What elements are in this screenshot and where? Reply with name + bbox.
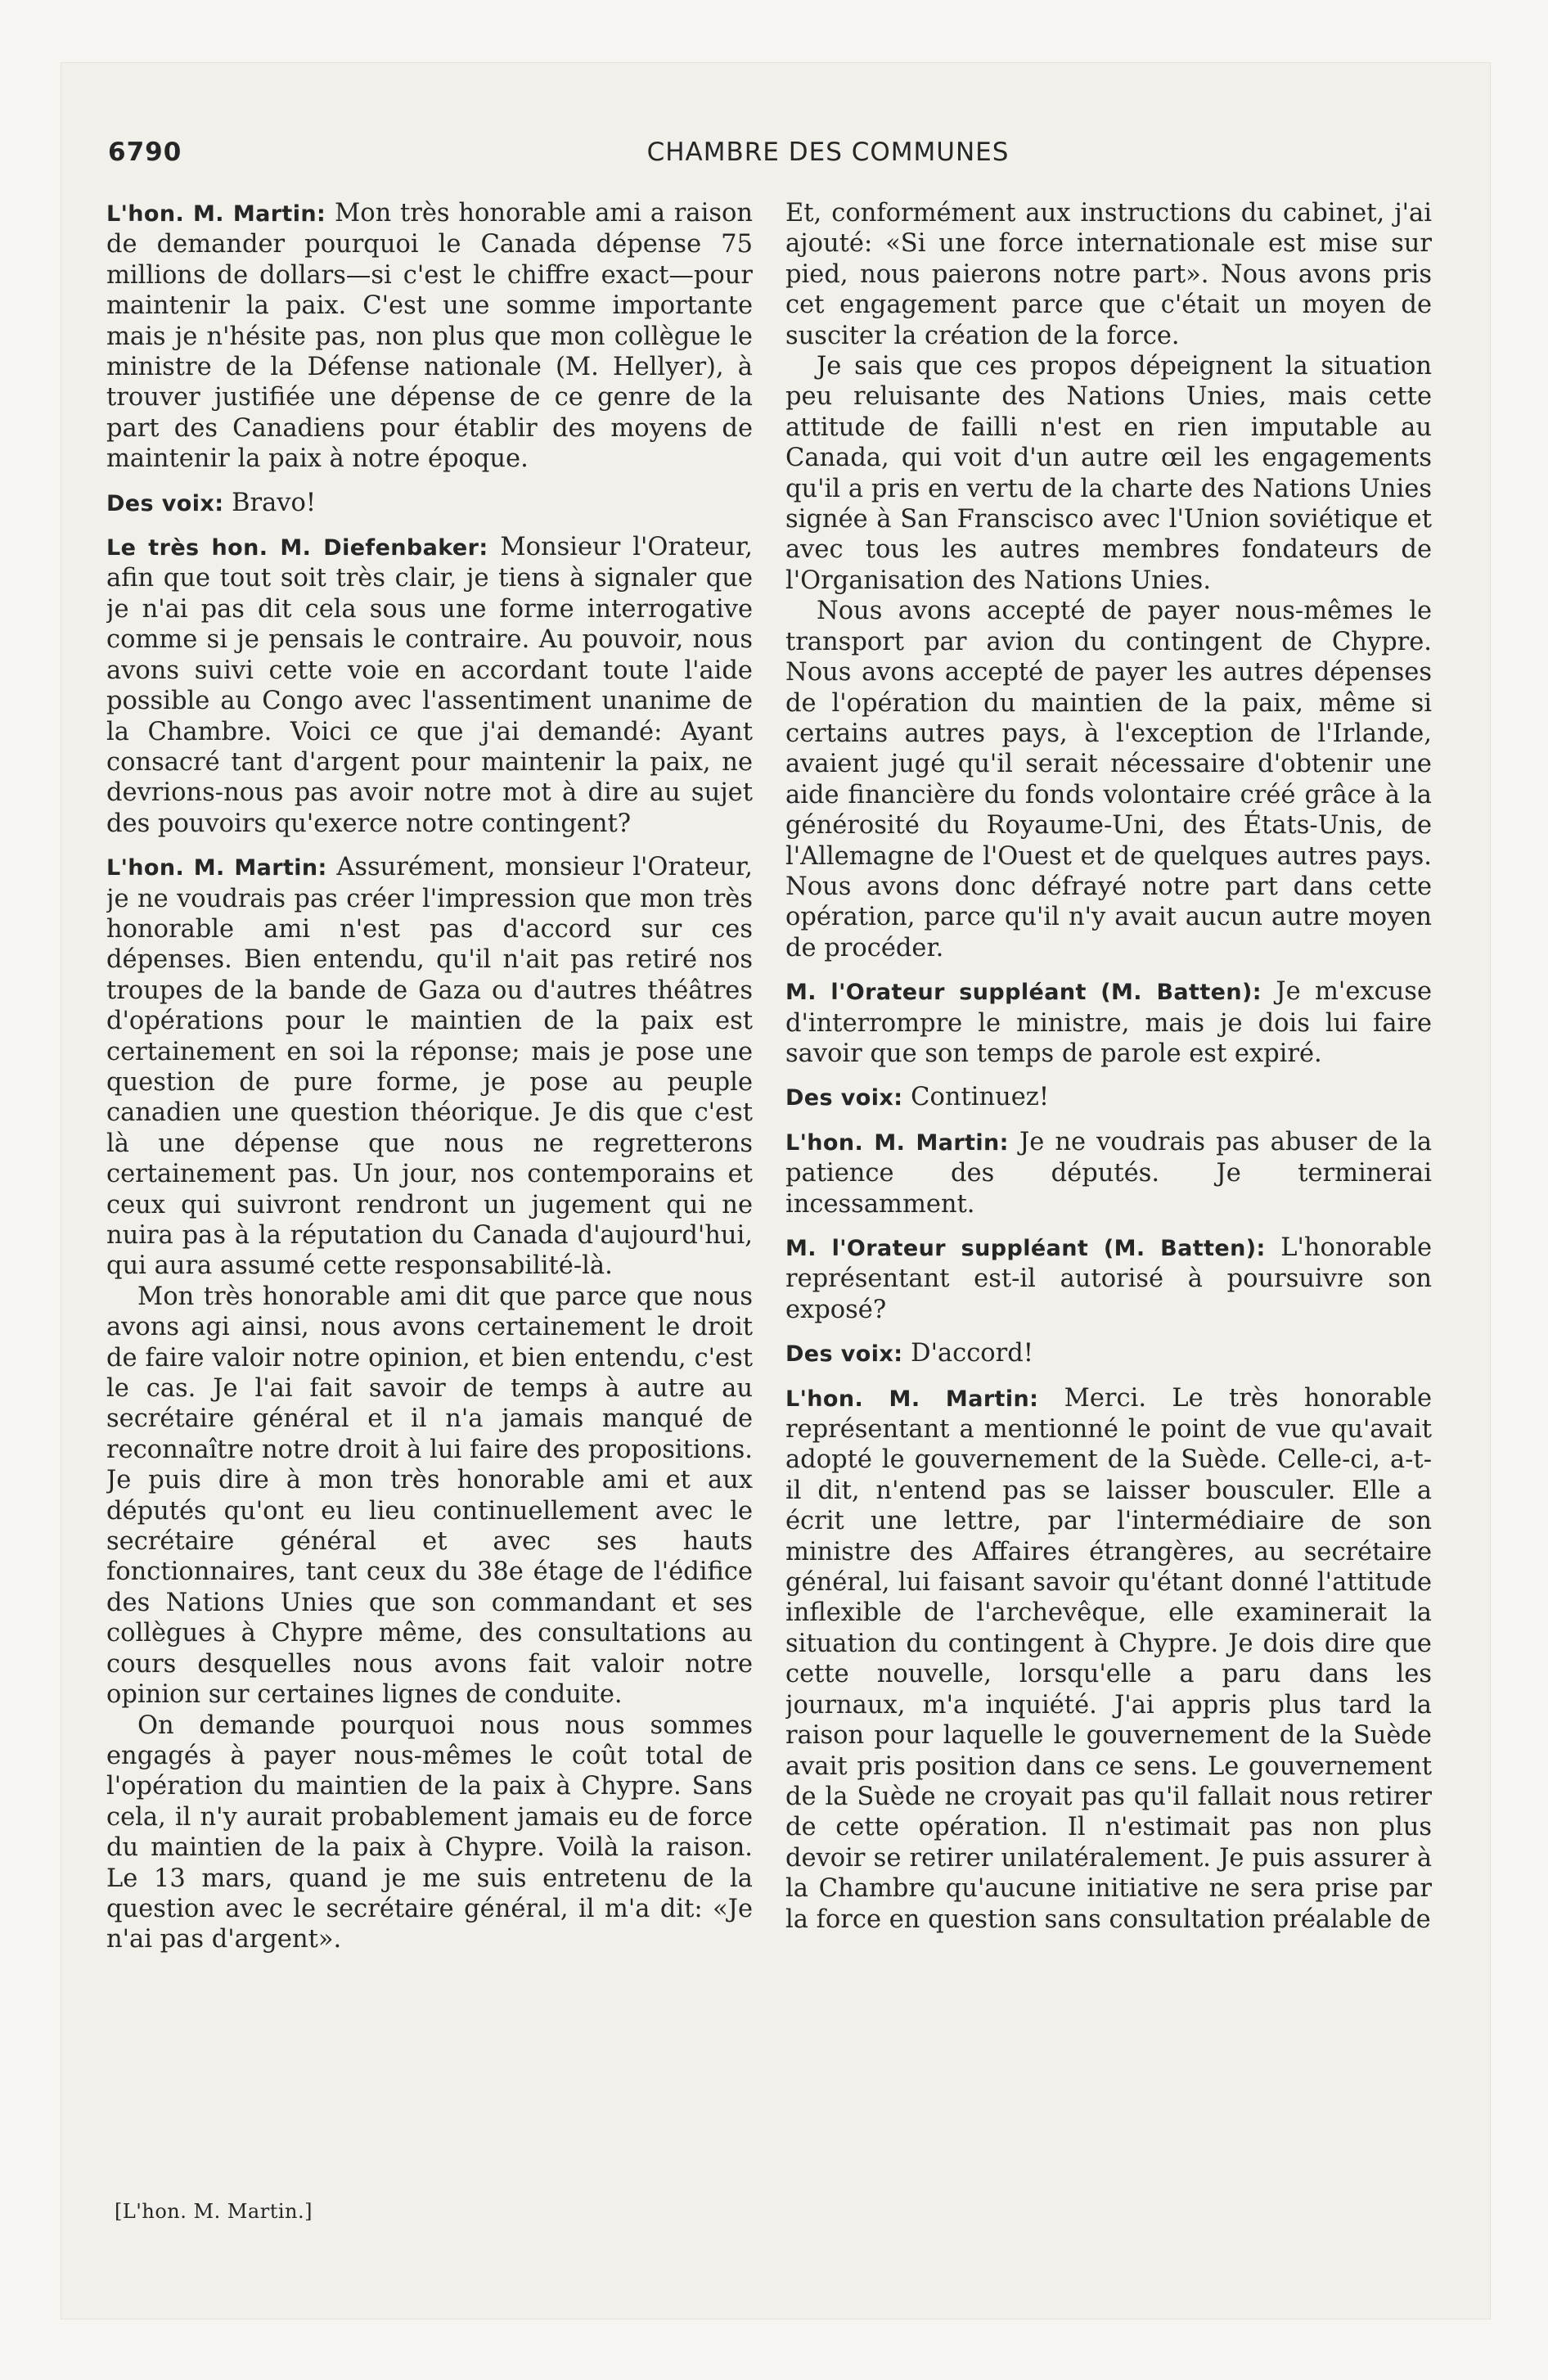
paragraph-text: Mon très honorable ami a raison de demander pourquoi le Canada dépense 75 millions de dollars—si c'est le chiffre exact—pour maintenir la paix. C'est une somme importante mais je n'hésite pas, non plus que mon collègue le ministre de la Défense nationale (M. Hellyer), à trouver justifiée une dépense de ce genre de la part des Canadiens pour établir des moyens de maintenir la paix à notre époque. bbox=[106, 199, 753, 474]
paragraph-text: Je m'excuse d'interrompre le ministre, mais je dois lui faire savoir que son temps de parole est expiré. bbox=[785, 977, 1432, 1068]
speaker-name: Des voix: bbox=[106, 490, 224, 516]
right-column bbox=[785, 198, 1432, 2211]
paragraph bbox=[785, 1383, 1432, 1935]
paragraph bbox=[785, 1338, 1432, 1369]
paragraph bbox=[106, 852, 753, 1282]
paragraph bbox=[785, 1127, 1432, 1219]
paragraph-text: Assurément, monsieur l'Orateur, je ne voudrais pas créer l'impression que mon très honorable ami n'est pas d'accord sur ces dépenses. Bien entendu, qu'il n'ait pas retiré nos troupes de la bande de Gaza ou d'autres théâtres d'opérations pour le maintien de la paix est certainement en soi la réponse; mais je pose une question de pure forme, je pose au peuple canadien une question théorique. Je dis que c'est là une dépense que nous ne regretterons certainement pas. Un jour, nos contemporains et ceux qui suivront rendront un jugement qui ne nuira pas à la réputation du Canada d'aujourd'hui, qui aura assumé cette responsabilité-là. bbox=[106, 853, 753, 1281]
paragraph-text: Merci. Le très honorable représentant a mentionné le point de vue qu'avait adopté le gouvernement de la Suède. Celle-ci, a-t-il dit, n'entend pas se laisser bousculer. Elle a écrit une lettre, par l'intermédiaire de son ministre des Affaires étrangères, au secrétaire général, lui faisant savoir qu'étant donné l'attitude inflexible de l'archevêque, elle examinerait la situation du contingent à Chypre. Je dois dire que cette nouvelle, lorsqu'elle a paru dans les journaux, m'a inquiété. J'ai appris plus tard la raison pour laquelle le gouvernement de la Suède avait pris position dans ce sens. Le gouvernement de la Suède ne croyait pas qu'il fallait nous retirer de cette opération. Il n'estimait pas non plus devoir se retirer unilatéralement. Je puis assurer à la Chambre qu'aucune initiative ne sera prise par la force en question sans consultation préalable de bbox=[785, 1383, 1432, 1934]
page-number: 6790 bbox=[108, 137, 182, 167]
paragraph bbox=[106, 488, 753, 519]
page-header bbox=[108, 137, 1447, 177]
running-head: CHAMBRE DES COMMUNES bbox=[646, 137, 1010, 167]
paragraph bbox=[785, 596, 1432, 963]
speaker-name: L'hon. M. Martin: bbox=[106, 201, 326, 227]
paragraph-text: L'honorable représentant est-il autorisé à poursuivre son exposé? bbox=[785, 1233, 1432, 1324]
paragraph bbox=[785, 198, 1432, 351]
speaker-name: L'hon. M. Martin: bbox=[785, 1386, 1039, 1412]
paragraph bbox=[785, 351, 1432, 596]
speaker-name: M. l'Orateur suppléant (M. Batten): bbox=[785, 1236, 1266, 1261]
speaker-name: M. l'Orateur suppléant (M. Batten): bbox=[785, 980, 1262, 1006]
paragraph-text: Continuez! bbox=[902, 1083, 1050, 1112]
paragraph bbox=[106, 1711, 753, 1955]
paragraph bbox=[106, 1282, 753, 1711]
speaker-name: L'hon. M. Martin: bbox=[785, 1129, 1009, 1156]
paragraph-text: D'accord! bbox=[902, 1339, 1034, 1368]
speaker-name: L'hon. M. Martin: bbox=[106, 855, 327, 881]
speaker-name: Le très hon. M. Diefenbaker: bbox=[106, 535, 488, 561]
speaker-name: Des voix: bbox=[785, 1341, 903, 1368]
paragraph-text: Je ne voudrais pas abuser de la patience des députés. Je terminerai incessamment. bbox=[785, 1127, 1432, 1219]
paragraph-text: Nous avons accepté de payer nous-mêmes le transport par avion du contingent de Chypre. Nous avons accepté de payer les autres dépenses de l'opération du maintien de la paix, même si certains autres pays, à l'exception de l'Irlande, avaient jugé qu'il serait nécessaire d'obtenir une aide financière du fonds volontaire créé grâce à la générosité du Royaume-Uni, des États-Unis, de l'Allemagne de l'Ouest et de quelques autres pays. Nous avons donc défrayé notre part dans cette opération, parce qu'il n'y avait aucun autre moyen de procéder. bbox=[785, 597, 1432, 962]
paragraph-text: Je sais que ces propos dépeignent la situation peu reluisante des Nations Unies, mais cette attitude de failli n'est en rien imputable au Canada, qui voit d'un autre œil les engagements qu'il a pris en vertu de la charte des Nations Unies signée à San Franscisco avec l'Union soviétique et avec tous les autres membres fondateurs de l'Organisation des Nations Unies. bbox=[785, 352, 1432, 595]
paragraph bbox=[106, 198, 753, 475]
paragraph-text: Monsieur l'Orateur, afin que tout soit très clair, je tiens à signaler que je n'ai pas dit cela sous une forme interrogative comme si je pensais le contraire. Au pouvoir, nous avons suivi cette voie en accordant toute l'aide possible au Congo avec l'assentiment unanime de la Chambre. Voici ce que j'ai demandé: Ayant consacré tant d'argent pour maintenir la paix, ne devrions-nous pas avoir notre mot à dire au sujet des pouvoirs qu'exerce notre contingent? bbox=[106, 533, 753, 838]
paragraph bbox=[106, 532, 753, 839]
footer-note: [L'hon. M. Martin.] bbox=[115, 2200, 313, 2223]
left-column bbox=[106, 198, 753, 2211]
paragraph-text: On demande pourquoi nous nous sommes engagés à payer nous-mêmes le coût total de l'opération du maintien de la paix à Chypre. Sans cela, il n'y aurait probablement jamais eu de force du maintien de la paix à Chypre. Voilà la raison. Le 13 mars, quand je me suis entretenu de la question avec le secrétaire général, il m'a dit: «Je n'ai pas d'argent». bbox=[106, 1711, 753, 1954]
speaker-name: Des voix: bbox=[785, 1085, 903, 1111]
paragraph-text: Bravo! bbox=[223, 488, 317, 517]
paragraph bbox=[785, 976, 1432, 1069]
paragraph bbox=[785, 1233, 1432, 1325]
paragraph-text: Mon très honorable ami dit que parce que nous avons agi ainsi, nous avons certainement le droit de faire valoir notre opinion, et bien entendu, c'est le cas. Je l'ai fait savoir de temps à autre au secrétaire général et il n'a jamais manqué de reconnaître notre droit à lui faire des propositions. Je puis dire à mon très honorable ami et aux députés qu'ont eu lieu continuellement avec le secrétaire général et avec ses hauts fonctionnaires, tant ceux du 38e étage de l'édifice des Nations Unies que son commandant et ses collègues à Chypre même, des consultations au cours desquelles nous avons fait valoir notre opinion sur certaines lignes de conduite. bbox=[106, 1282, 753, 1710]
paragraph-text: Et, conformément aux instructions du cabinet, j'ai ajouté: «Si une force internationale est mise sur pied, nous paierons notre part». Nous avons pris cet engagement parce que c'était un moyen de susciter la création de la force. bbox=[785, 199, 1432, 350]
paragraph bbox=[785, 1082, 1432, 1113]
